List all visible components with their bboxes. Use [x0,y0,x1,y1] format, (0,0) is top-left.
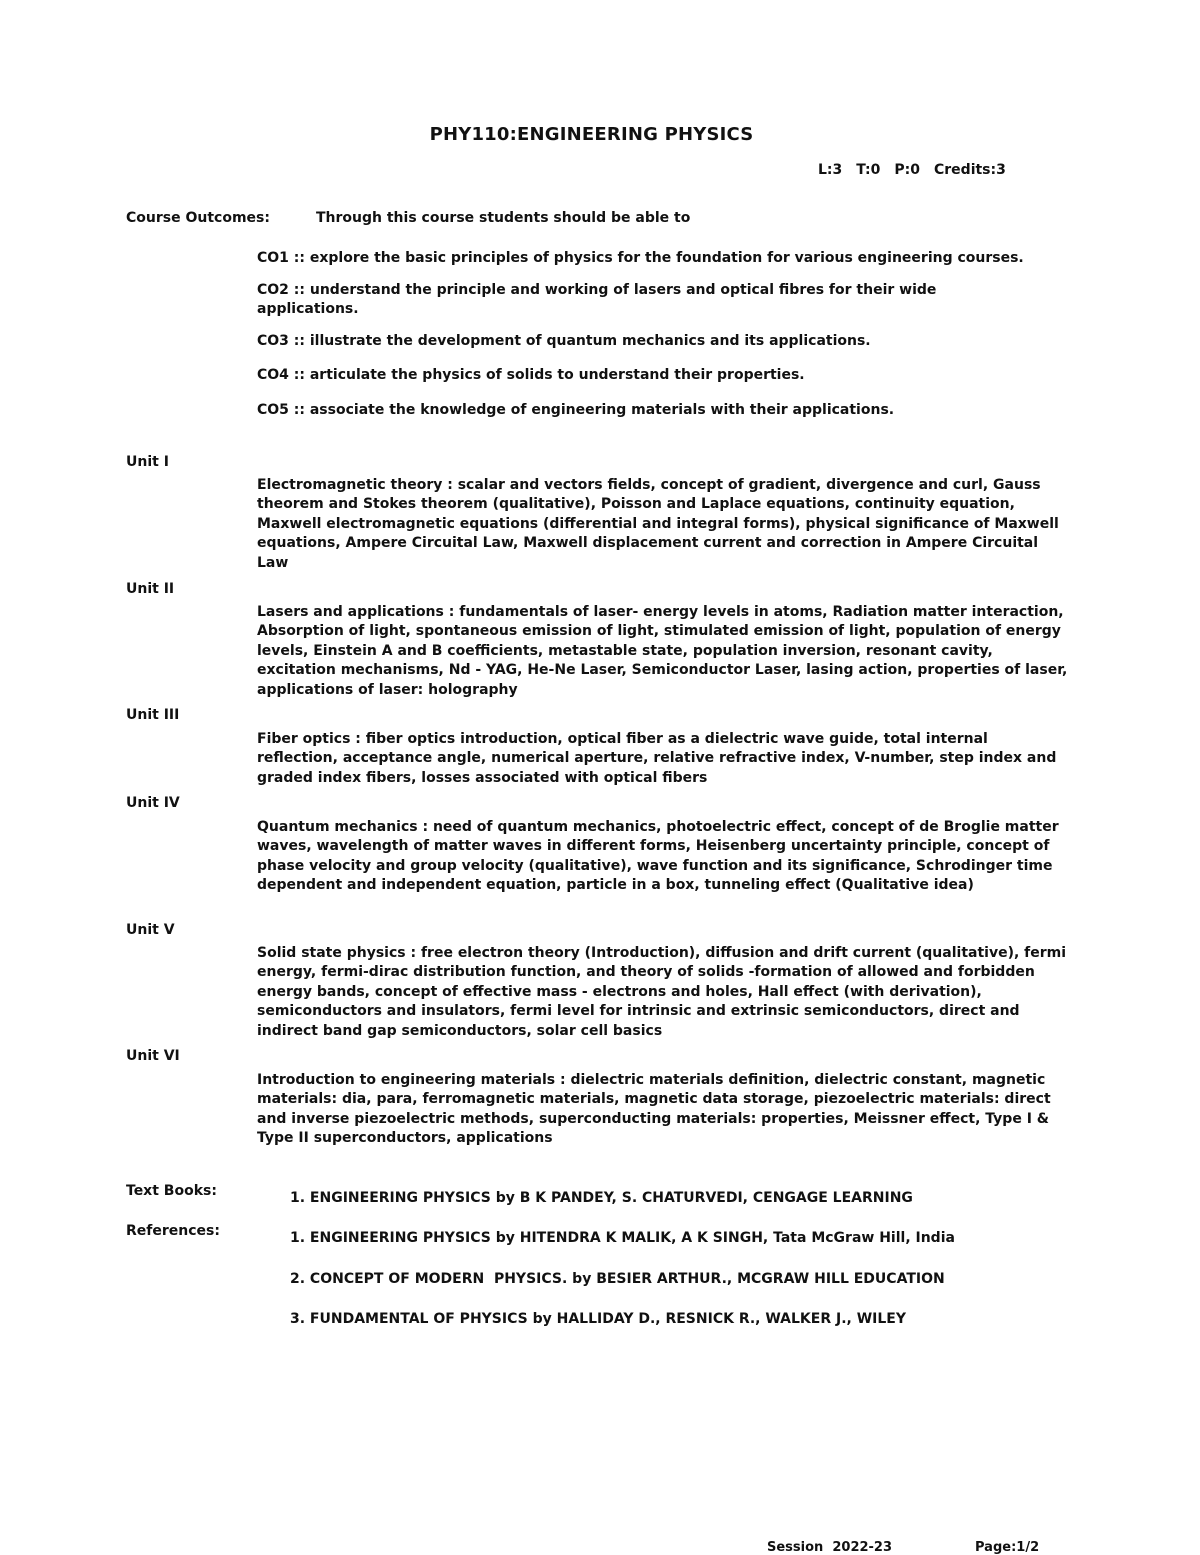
ltp-credits [818,162,1006,178]
reference-2: 2. CONCEPT OF MODERN PHYSICS. by BESIER ARTHUR., MCGRAW HILL EDUCATION [290,1271,945,1287]
unit-2-text: : fundamentals of laser- energy levels in atoms, Radiation matter interaction, Absorption of light, spontaneous emission of light, stimulated emission of light, population of energy levels, Einstein A and B coefficients, metastable state, population inversion, resonant cavity, excitation mechanisms, Nd - YAG, He-Ne Laser, Semiconductor Laser, lasing action, properties of laser, applications of laser: holography [257,604,1068,698]
unit-5-content [257,944,1069,1041]
unit-5-text: : free electron theory (Introduction), diffusion and drift current (qualitative), fermi energy, fermi-dirac distribution function, and theory of solids -formation of allowed and forbidden energy bands, concept of effective mass - electrons and holes, Hall effect (with derivation), semiconductors and insulators, fermi level for intrinsic and extrinsic semiconductors, direct and indirect band gap semiconductors, solar cell basics [257,945,1067,1039]
course-outcome-5: CO5 :: associate the knowledge of engineering materials with their applications. [257,402,895,418]
credits: Credits:3 [934,162,1006,178]
course-outcome-4: CO4 :: articulate the physics of solids to understand their properties. [257,367,805,383]
unit-6-label: Unit VI [126,1048,180,1064]
unit-4-label: Unit IV [126,795,180,811]
unit-3-content [257,730,1069,788]
unit-5-label: Unit V [126,922,175,938]
unit-2-label: Unit II [126,581,175,597]
unit-1-text: : scalar and vectors fields, concept of gradient, divergence and curl, Gauss theorem and Stokes theorem (qualitative), Poisson and Laplace equations, continuity equation, Maxwell electromagnetic equations (differential and integral forms), physical significance of Maxwell equations, Ampere Circuital Law, Maxwell displacement current and correction in Ampere Circuital Law [257,477,1059,571]
unit-2-heading: Lasers and applications [257,604,444,620]
unit-1-heading: Electromagnetic theory [257,477,443,493]
text-books-label: Text Books: [126,1183,217,1199]
page-title: PHY110:ENGINEERING PHYSICS [429,124,754,145]
course-outcome-1: CO1 :: explore the basic principles of physics for the foundation for various engineering courses. [257,250,1024,266]
reference-1: 1. ENGINEERING PHYSICS by HITENDRA K MALIK, A K SINGH, Tata McGraw Hill, India [290,1230,955,1246]
unit-6-heading: Introduction to engineering materials [257,1072,556,1088]
unit-6-text: : dielectric materials definition, dielectric constant, magnetic materials: dia, para, ferromagnetic materials, magnetic data storage, piezoelectric materials: direct and inverse piezoelectric methods, superconducting materials: properties, Meissner effect, Type I & Type II superconductors, applications [257,1072,1051,1147]
session-footer: Session 2022-23 [767,1540,893,1555]
unit-3-heading: Fiber optics [257,731,351,747]
course-outcomes-intro: Through this course students should be able to [316,210,691,226]
course-outcomes-label: Course Outcomes: [126,210,270,226]
text-book-1: 1. ENGINEERING PHYSICS by B K PANDEY, S. CHATURVEDI, CENGAGE LEARNING [290,1190,913,1206]
page-number: Page:1/2 [975,1540,1040,1555]
unit-1-content [257,476,1069,573]
tutorial-hours: T:0 [856,162,881,178]
unit-3-label: Unit III [126,707,180,723]
unit-5-heading: Solid state physics [257,945,406,961]
unit-4-content [257,818,1069,896]
course-outcome-3: CO3 :: illustrate the development of quantum mechanics and its applications. [257,333,871,349]
unit-3-text: : fiber optics introduction, optical fiber as a dielectric wave guide, total internal reflection, acceptance angle, numerical aperture, relative refractive index, V-number, step index and graded index fibers, losses associated with optical fibers [257,731,1057,786]
unit-4-text: : need of quantum mechanics, photoelectric effect, concept of de Broglie matter waves, wavelength of matter waves in different forms, Heisenberg uncertainty principle, concept of phase velocity and group velocity (qualitative), wave function and its significance, Schrodinger time dependent and independent equation, particle in a box, tunneling effect (Qualitative idea) [257,819,1059,894]
unit-6-content [257,1071,1069,1149]
references-label: References: [126,1223,220,1239]
lecture-hours: L:3 [818,162,843,178]
unit-2-content [257,603,1069,700]
unit-1-label: Unit I [126,454,169,470]
practical-hours: P:0 [894,162,920,178]
course-outcome-2: CO2 :: understand the principle and working of lasers and optical fibres for their wide applications. [257,282,937,317]
reference-3: 3. FUNDAMENTAL OF PHYSICS by HALLIDAY D., RESNICK R., WALKER J., WILEY [290,1311,906,1327]
unit-4-heading: Quantum mechanics [257,819,418,835]
